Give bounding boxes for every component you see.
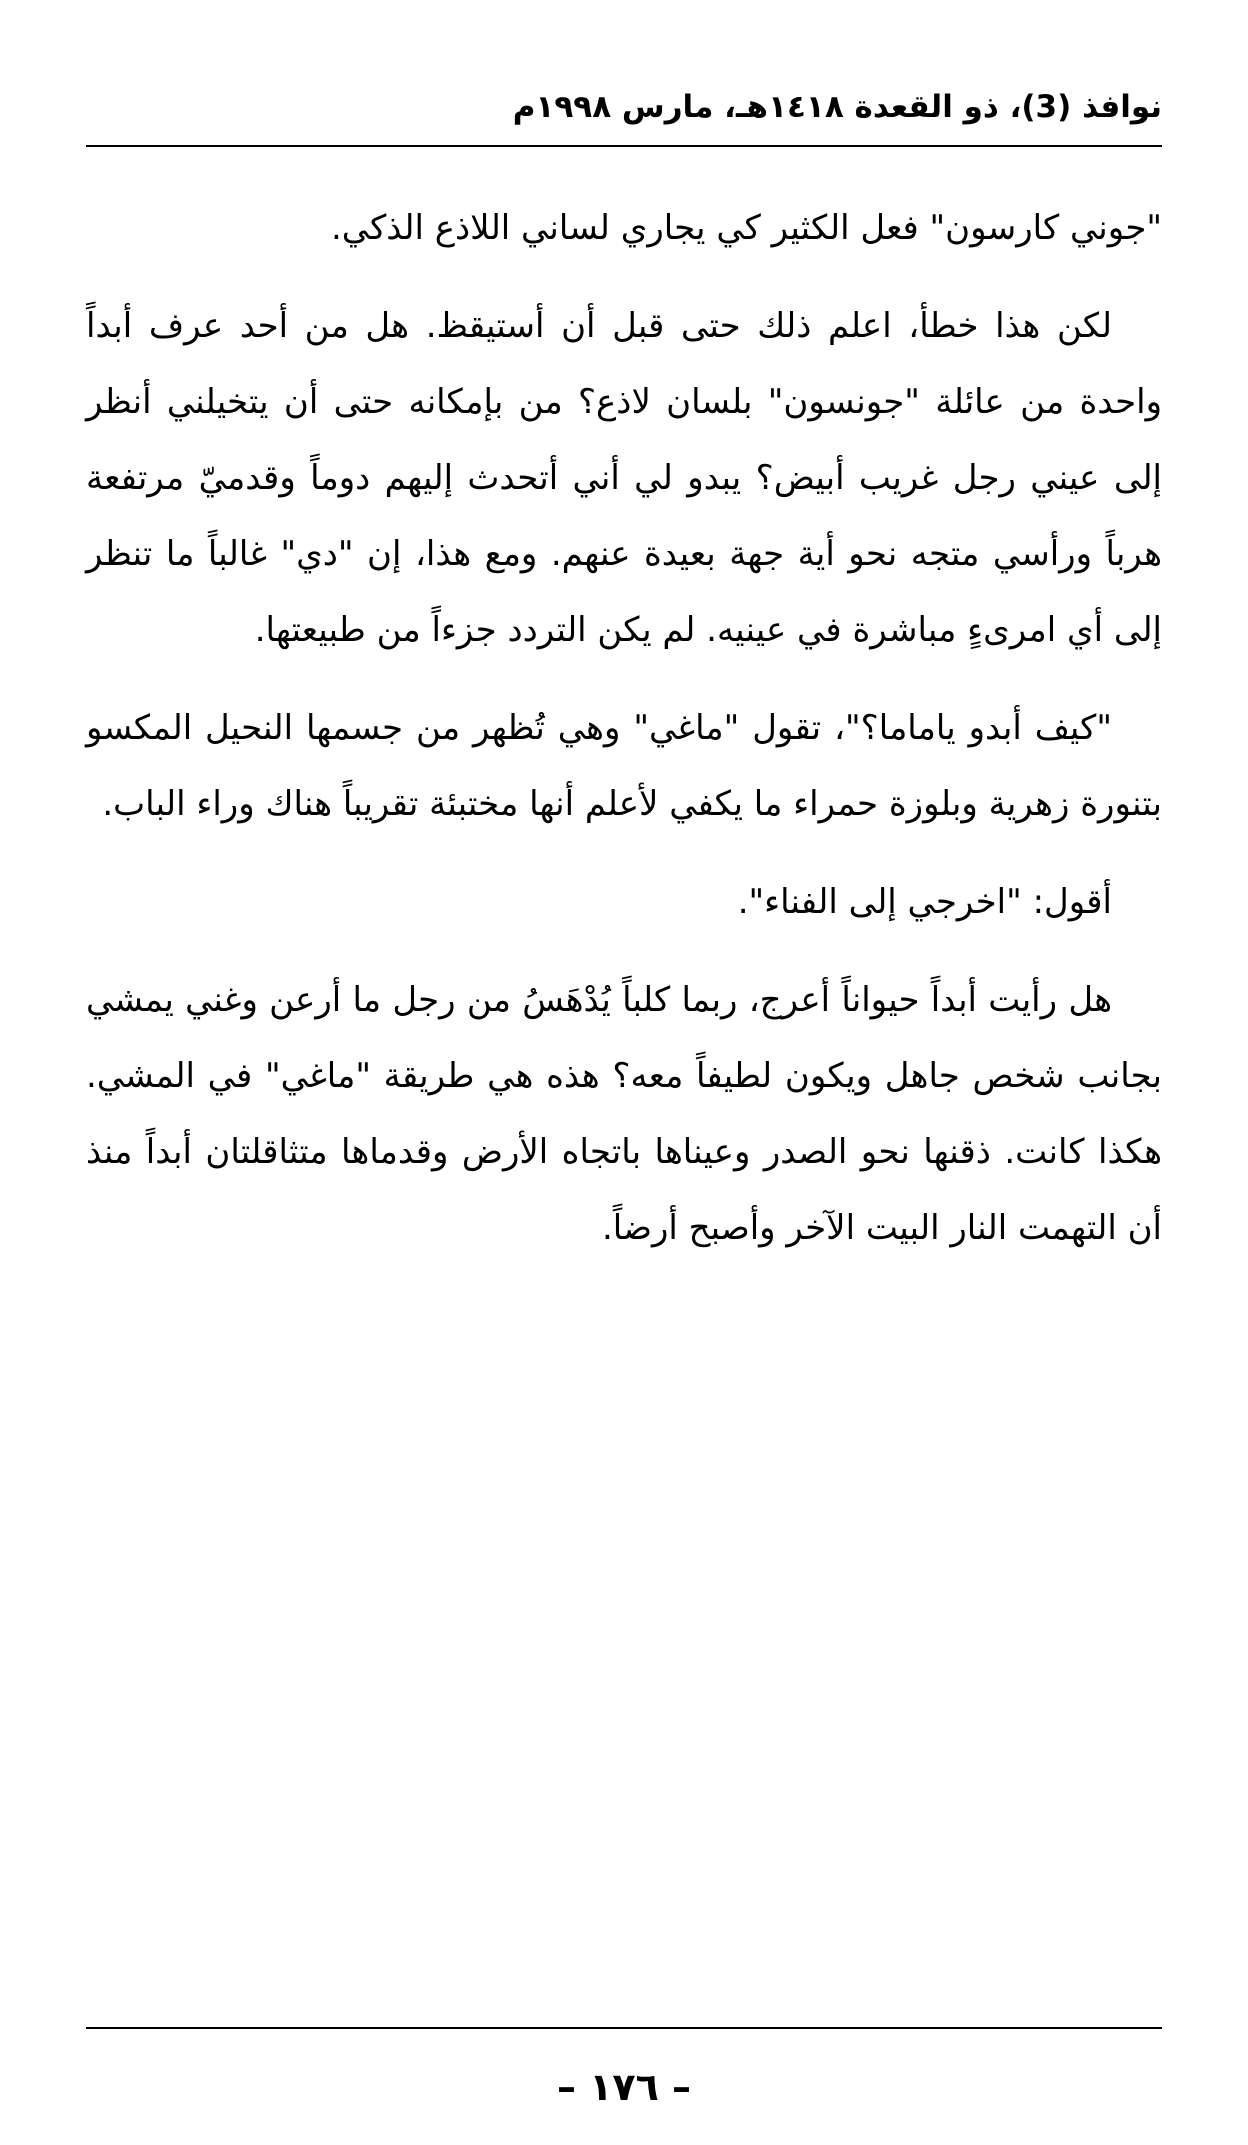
running-header: نوافذ (3)، ذو القعدة ١٤١٨هـ، مارس ١٩٩٨م — [512, 89, 1162, 125]
paragraph-4: أقول: "اخرجي إلى الفناء". — [737, 882, 1112, 922]
paragraph-2: لكن هذا خطأ، اعلم ذلك حتى قبل أن أستيقظ. هل من أحد عرف أبداً واحدة من عائلة "جونسون" بلسان لاذع؟ من بإمكانه حتى أن يتخيلني أنظر إلى عيني رجل غريب أبيض؟ يبدو لي أني أتحدث إليهم دوماً وقدميّ مرتفعة هرباً ورأسي متجه نحو أية جهة بعيدة عنهم. ومع هذا، إن "دي" غالباً ما تنظر إلى أي امرىءٍ مباشرة في عينيه. لم يكن التردد جزءاً من طبيعتها. — [86, 306, 1162, 650]
footer-divider — [86, 2027, 1162, 2029]
body-text — [86, 190, 1162, 2020]
header-divider — [86, 145, 1162, 147]
paragraph-5: هل رأيت أبداً حيواناً أعرج، ربما كلباً يُدْهَسُ من رجل ما أرعن وغني يمشي بجانب شخص جاهل ويكون لطيفاً معه؟ هذه هي طريقة "ماغي" في المشي. هكذا كانت. ذقنها نحو الصدر وعيناها باتجاه الأرض وقدماها متثاقلتان أبداً منذ أن التهمت النار البيت الآخر وأصبح أرضاً. — [86, 980, 1162, 1248]
page-number: – ١٧٦ – — [556, 2065, 692, 2109]
paragraph-3: "كيف أبدو ياماما؟"، تقول "ماغي" وهي تُظهر من جسمها النحيل المكسو بتنورة زهرية وبلوزة حمراء ما يكفي لأعلم أنها مختبئة تقريباً هناك وراء الباب. — [86, 708, 1162, 824]
paragraph-1: "جوني كارسون" فعل الكثير كي يجاري لساني اللاذع الذكي. — [330, 208, 1162, 248]
